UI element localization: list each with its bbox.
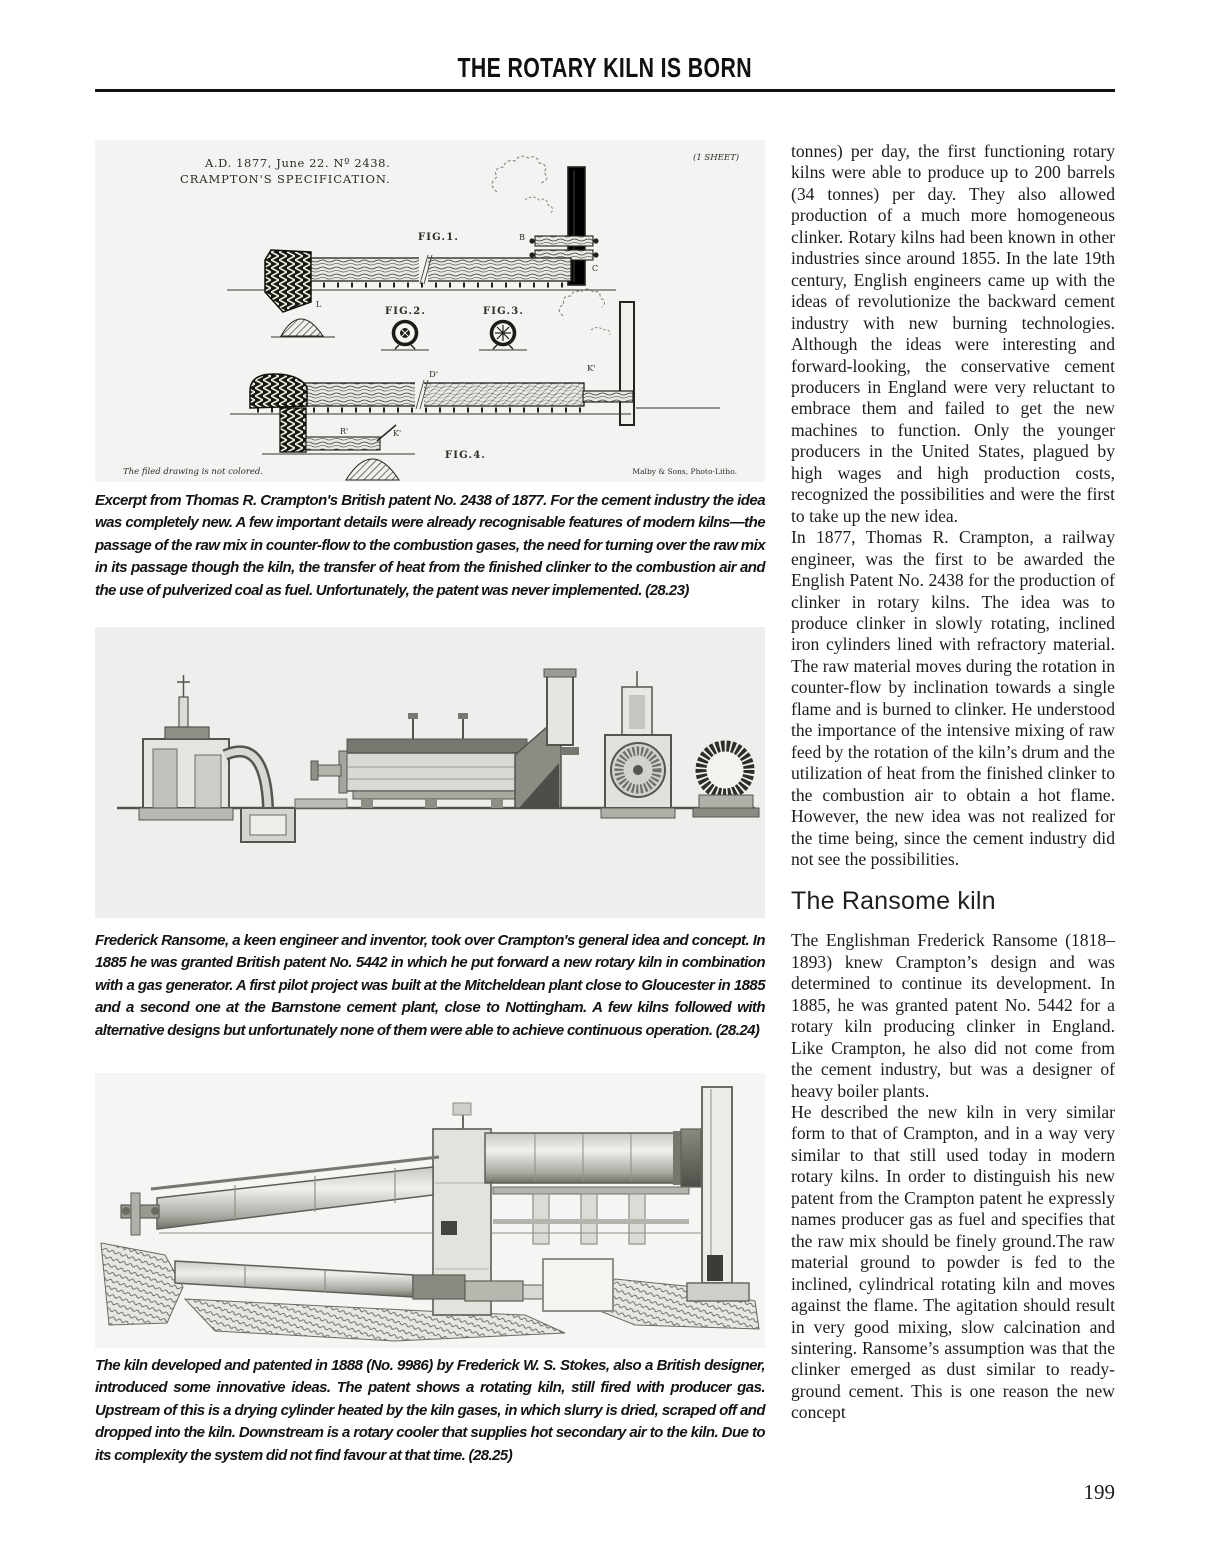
caption-stokes: The kiln developed and patented in 1888 (No. 9986) by Frederick W. S. Stokes, also a British designer, introduced some innovative ideas. The patent shows a rotating kiln, still fired with producer gas. Upstream of this is a drying cylinder heated by the kiln gases, in which slurry is dried, scraped off and dropped into the kiln. Downstream is a rotary cooler that supplies hot secondary air to the kiln. Due to its complexity the system did not find favour at that time. (28.25): [95, 1357, 765, 1464]
gas-pit: [241, 808, 295, 842]
figure-ransome-kiln: [95, 627, 765, 918]
fig3-wheel-spokes: [495, 325, 511, 341]
part-label-k: K': [587, 364, 596, 374]
fig4-elbow-pipe: [583, 391, 633, 402]
right-column: [791, 141, 1115, 1424]
header-rule: [95, 89, 1115, 92]
fig2-label: FIG.2.: [385, 306, 427, 317]
fig1-label: FIG.1.: [418, 232, 460, 243]
body-paragraph: The Englishman Frederick Ransome (1818–1893) knew Crampton’s design and was determined to continue its development. In 1885, he was granted patent No. 5442 for a rotary kiln producing clinker in England. Like Crampton, he also did not come from the cement industry, but was a designer of heavy boiler plants.: [791, 930, 1115, 1101]
fig4-chimney: [620, 302, 634, 425]
fig4-label: FIG.4.: [445, 450, 487, 461]
page-number: 199: [1083, 1480, 1115, 1504]
caption-crampton: Excerpt from Thomas R. Crampton's British patent No. 2438 of 1877. For the cement industry the idea was completely new. A few important details were already recognisable features of modern kilns—the passage of the raw mix in counter-flow to the combustion gases, the need for turning over the raw mix in its passage though the kiln, the transfer of heat from the finished clinker to the combustion air and the use of pulverized coal as fuel. Unfortunately, the patent was never implemented. (28.23): [95, 492, 765, 599]
crampton-patent-drawing: [95, 140, 765, 482]
fig4-small-cylinder: [306, 437, 380, 450]
part-label-k2: K': [393, 429, 402, 438]
page-title: [0, 52, 1209, 84]
caption-ransome: Frederick Ransome, a keen engineer and inventor, took over Crampton's general idea and concept. In 1885 he was granted British patent No. 5442 in which he put forward a new rotary kiln in combination with a gas generator. A first pilot project was built at the Mitcheldean plant close to Gloucester in 1885 and a second one at the Barnstone cement plant, close to Nottingham. A few kilns followed with alternative designs but unfortunately none of them were able to achieve continuous operation. (28.24): [95, 932, 765, 1039]
part-label-c: C: [592, 264, 599, 273]
body-paragraph: tonnes) per day, the first functioning rotary kilns were able to produce up to 200 barrels (34 tonnes) per day. They also allowed production of a much more homogeneous clinker. Rotary kilns had been known in other industries since around 1855. In the late 19th century, English engineers came up with the ideas of revolutionize the backward cement industry with new burning technologies. Although the ideas were interesting and forward-looking, the conservative cement producers in England were very reluctant to embrace them and failed to get the new machines to function. Only the younger producers in the United States, plagued by high wages and high production costs, recognized the possibilities and were the first to take up the new idea.: [791, 141, 1115, 526]
patent-footnote-right: Malby & Sons, Photo-Litho.: [632, 467, 737, 476]
figure-crampton-patent: [95, 140, 765, 482]
patent-footnote-left: The filed drawing is not colored.: [123, 467, 264, 477]
body-paragraph: He described the new kiln in very similar form to that of Crampton, and in a way very similar to that still used today in modern rotary kilns. In order to distinguish his new patent from the Crampton patent he expressly names producer gas as fuel and specifies that the raw mix should be finely ground.The raw material ground to powder is fed to the inclined, cylindrical rotating kiln and moves against the flame. The agitation should result in very good mixing, slow calcination and sintering. Ransome’s assumption was that the clinker emerged as dust similar to ready-ground cement. This is one reason the new concept: [791, 1102, 1115, 1423]
part-label-b: B: [519, 233, 525, 242]
fig4-zigzag-column: [280, 408, 306, 452]
patent-sheet-note: (1 SHEET): [693, 153, 740, 163]
fig3-label: FIG.3.: [483, 306, 525, 317]
body-paragraph: In 1877, Thomas R. Crampton, a railway engineer, was the first to be awarded the English Patent No. 2438 for the production of clinker in rotary kilns. The idea was to produce clinker in slowly rotating, inclined iron cylinders lined with refractory material. The raw material moves during the rotation in counter-flow by inclination towards a single flame and is burned to clinker. He understood the importance of the intensive mixing of raw feed by the rotation of the kiln’s drum and the utilization of heat from the finished clinker to the combustion air to obtain a hot flame. However, the new idea was not realized for the time being, since the cement industry did not see the possibilities.: [791, 527, 1115, 869]
part-label-d: D': [429, 370, 439, 380]
cooler-pit: [543, 1259, 613, 1311]
ransome-kiln-drawing: [95, 627, 765, 918]
section-heading-ransome-kiln: The Ransome kiln: [791, 887, 996, 916]
part-label-l: L: [316, 300, 322, 309]
left-column: [95, 140, 765, 1490]
stokes-kiln-drawing: [95, 1073, 765, 1348]
pit-to-kiln-pipe: [295, 799, 347, 808]
patent-heading-line2: CRAMPTON'S SPECIFICATION.: [180, 172, 391, 186]
patent-heading-line1: A.D. 1877, June 22. Nº 2438.: [205, 156, 391, 170]
part-label-r: R': [340, 427, 349, 436]
fig1-feeder-bar-1: [535, 236, 593, 246]
page-title-text: THE ROTARY KILN IS BORN: [457, 52, 752, 83]
figure-stokes-kiln: [95, 1073, 765, 1348]
fig4-hood: [250, 374, 307, 408]
